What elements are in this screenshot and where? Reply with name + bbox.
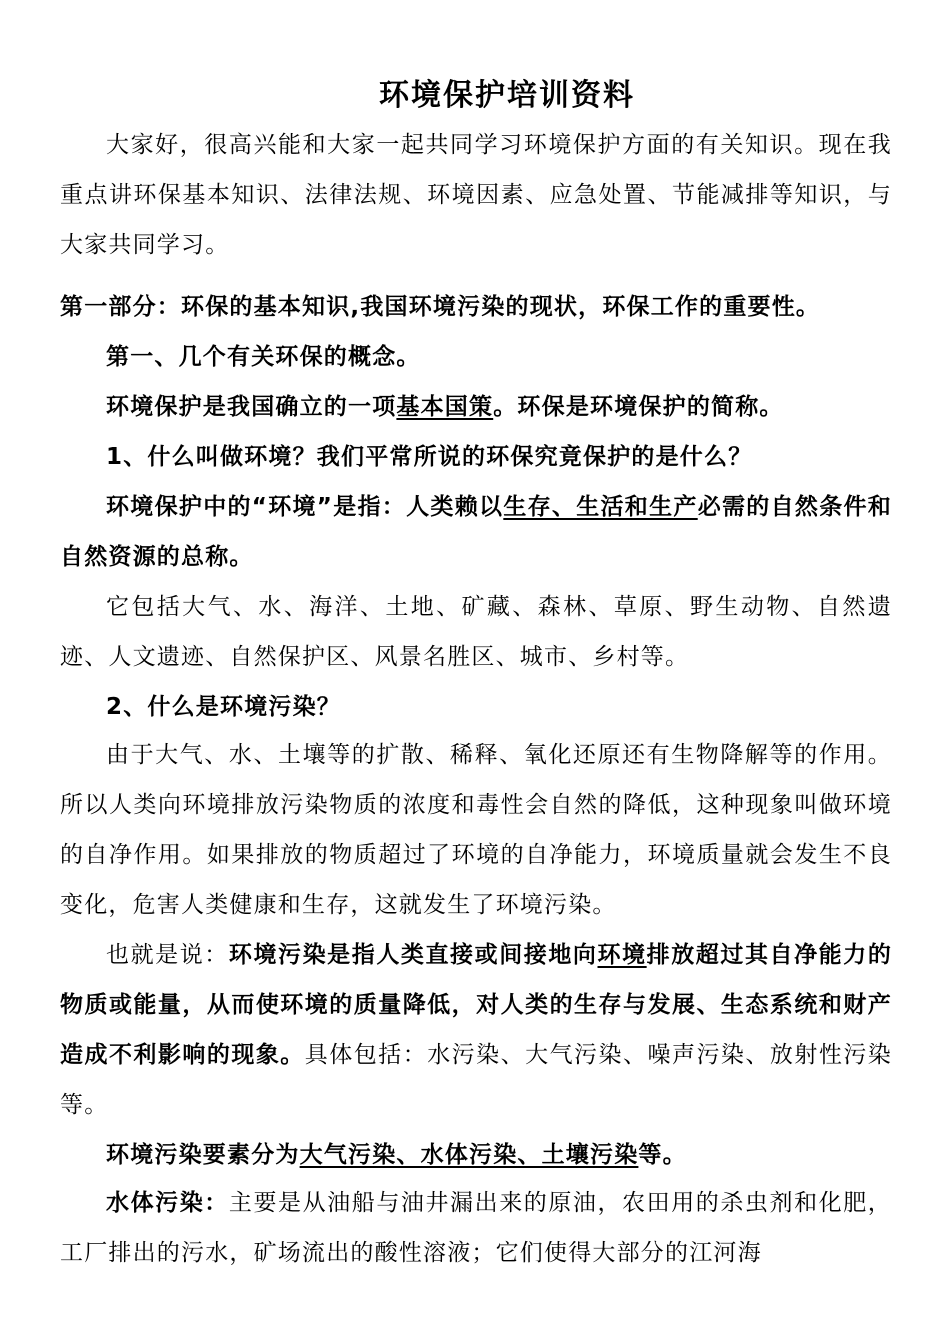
policy-paragraph [60,382,892,432]
pollution-definition [60,930,892,1130]
elements-underlined-list: 大气污染、水体污染、土壤污染 [299,1142,639,1168]
intro-paragraph: 大家好，很高兴能和大家一起共同学习环境保护方面的有关知识。现在我重点讲环保基本知识、法律法规、环境因素、应急处置、节能减排等知识，与大家共同学习。 [60,132,892,258]
elements-text-after: 等。 [638,1142,687,1168]
policy-text-before: 环境保护是我国确立的一项 [106,394,397,420]
environment-definition [60,482,892,582]
environment-includes: 它包括大气、水、海洋、土地、矿藏、森林、草原、野生动物、自然遗迹、人文遗迹、自然保护区、风景名胜区、城市、乡村等。 [60,594,892,670]
pollution-bold-after: 排放超过其自净能力的物质或能量，从而使环境的质量降低，对人类的生存与发展、生态系统和财产造成不利影响的现象。 [60,942,893,1068]
section1-heading: 第一、几个有关环保的概念。 [106,344,421,370]
definition-text-before: 环境保护中的“环境”是指：人类赖以 [106,494,504,520]
definition-text-after: 必需的自然条件和自然资源的总称。 [60,494,892,570]
definition-underlined-term: 生存、生活和生产 [503,494,698,520]
document-title: 环境保护培训资料 [379,78,635,113]
pollution-bold-before: 环境污染是指人类直接或间接地向 [228,942,598,968]
pollution-tail: 具体包括：水污染、大气污染、噪声污染、放射性污染等。 [60,1042,893,1118]
water-pollution-label: 水体污染： [106,1190,229,1216]
water-pollution-paragraph [60,1178,892,1278]
elements-text-before: 环境污染要素分为 [106,1142,300,1168]
policy-underlined-term: 基本国策 [396,394,494,420]
part1-heading: 第一部分：环保的基本知识,我国环境污染的现状，环保工作的重要性。 [60,294,821,320]
pollution-lead: 也就是说： [106,942,229,968]
policy-text-after: 。环保是环境保护的简称。 [493,394,784,420]
question-1: 1、什么叫做环境？我们平常所说的环保究竟保护的是什么？ [106,444,753,470]
pollution-elements [60,1130,892,1180]
pollution-underlined-term: 环境 [597,942,647,968]
question-2: 2、什么是环境污染？ [106,694,342,720]
self-purification-paragraph: 由于大气、水、土壤等的扩散、稀释、氧化还原还有生物降解等的作用。所以人类向环境排放污染物质的浓度和毒性会自然的降低，这种现象叫做环境的自净作用。如果排放的物质超过了环境的自净能力，环境质量就会发生不良变化，危害人类健康和生存，这就发生了环境污染。 [60,742,892,918]
water-pollution-text: 主要是从油船与油井漏出来的原油，农田用的杀虫剂和化肥，工厂排出的污水，矿场流出的酸性溶液；它们使得大部分的江河海 [60,1190,892,1266]
